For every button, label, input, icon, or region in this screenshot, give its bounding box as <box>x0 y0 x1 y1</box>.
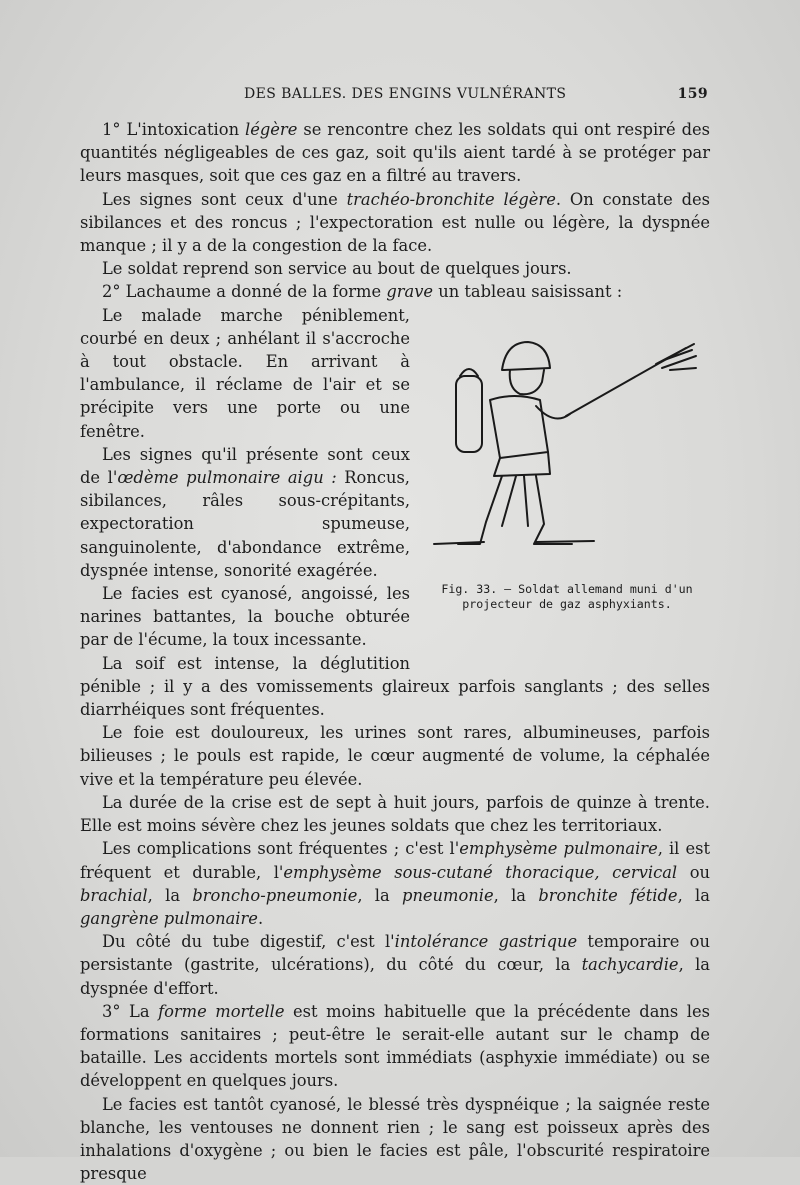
paragraph-complications: Les complications sont fréquentes ; c'est l'emphysème pulmonaire, il est fréquent et durable, l'emphysème sous-cutané thoracique, cervical ou brachial, la broncho-pneumonie, la pneumonie, la bronchite fétide, la gangrène pulmonaire. <box>80 839 711 928</box>
paragraph-liver: Le foie est douloureux, les urines sont rares, albumineuses, parfois bilieuses ; le pouls est rapide, le cœur augmenté de volume, la céphalée vive et la température peu élevée. <box>80 723 710 789</box>
spray-lines <box>656 344 696 370</box>
paragraph-thirst: La soif est intense, la déglutition pénible ; il y a des vomissements glaireux parfois sanglants ; des selles diarrhéiques sont fréquentes. <box>80 653 710 720</box>
paragraph-digestive: Du côté du tube digestif, c'est l'intolérance gastrique temporaire ou persistante (gastrite, ulcérations), du côté du cœur, la tachycardie, la dyspnée d'effort. <box>80 932 711 998</box>
paragraph-mortal-facies: Le facies est tantôt cyanosé, le blessé très dyspnéique ; la saignée reste blanche, les ventouses ne donnent rien ; le sang est poisseux après des inhalations d'oxygène ; ou bien le facies est pâle, l'obscurité respiratoire presque <box>80 1094 710 1184</box>
helmet-shape <box>502 342 550 370</box>
body-text <box>80 118 710 1185</box>
left-leg <box>458 476 502 544</box>
paragraph-duration: La durée de la crise est de sept à huit jours, parfois de quinze à trente. Elle est moins sévère chez les jeunes soldats que chez les territoriaux. <box>80 792 710 836</box>
running-title: DES BALLES. DES ENGINS VULNÉRANTS <box>244 86 567 102</box>
gas-tank-top <box>460 369 478 376</box>
paragraph-patient-behavior: Le malade marche péniblement, courbé en deux ; anhélant il s'accroche à tout obstacle. En arrivant à l'ambulance, il réclame de l'air et se précipite vers une porte ou une fenêtre. <box>80 305 410 441</box>
gas-projector-soldier-illustration <box>424 330 710 580</box>
paragraph-mortal-form: 3° La forme mortelle est moins habituelle que la précédente dans les formations sanitaires ; peut-être le serait-elle autant sur le champ de bataille. Les accidents mortels sont immédiats (asphyxie immédiate) ou se développent en quelques jours. <box>80 1001 710 1091</box>
body-shape <box>490 396 548 458</box>
paragraph-return-to-service: Le soldat reprend son service au bout de quelques jours. <box>102 259 572 279</box>
paragraph-light-intoxication: 1° L'intoxication légère se rencontre chez les soldats qui ont respiré des quantités négligeables de ces gaz, soit qu'ils aient tardé à se protéger par leurs masques, soit que ces gaz en a filtré au travers. <box>80 120 710 186</box>
gas-tank-shape <box>456 376 482 452</box>
paragraph-pulmonary-edema: Les signes qu'il présente sont ceux de l'œdème pulmonaire aigu : Roncus, sibilances, râles sous-crépitants, expectoration spumeuse, sanguinolente, d'abondance extrême, dyspnée intense, sonorité exagérée. <box>80 444 410 580</box>
right-leg <box>534 476 572 544</box>
paragraph-grave-form: 2° Lachaume a donné de la forme grave un tableau saisissant : <box>102 282 623 302</box>
figure-33 <box>424 330 710 660</box>
paragraph-light-signs: Les signes sont ceux d'une trachéo-bronchite légère. On constate des sibilances et des roncus ; l'expectoration est nulle ou légère, la dyspnée manque ; il y a de la congestion de la face. <box>80 189 710 256</box>
page-number: 159 <box>677 86 708 102</box>
head-shape <box>510 370 544 394</box>
leg-inner <box>502 476 528 526</box>
figure-caption: Fig. 33. — Soldat allemand muni d'un projecteur de gaz asphyxiants. <box>441 581 693 611</box>
paragraph-facies: Le facies est cyanosé, angoissé, les narines battantes, la bouche obturée par de l'écume, la toux incessante. <box>80 584 410 650</box>
